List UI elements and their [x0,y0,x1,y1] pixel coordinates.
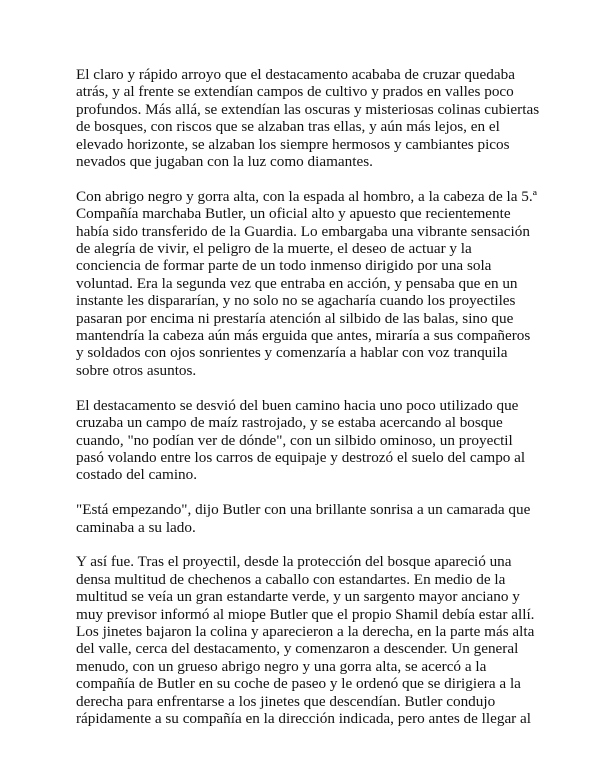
text-line: compañía de Butler en su coche de paseo y le ordenó que se dirigiera a la [76,675,521,693]
paragraph-1 [76,66,540,171]
text-line: había sido transferido de la Guardia. Lo embargaba una vibrante sensación [76,222,530,240]
text-line: del valle, cerca del destacamento, y comenzaron a descender. Un general [76,640,519,658]
text-line: sobre otros asuntos. [76,361,197,379]
text-line: cuando, "no podían ver de dónde", con un silbido ominoso, un proyectil [76,431,513,449]
paragraph-3 [76,397,536,484]
document-page [76,66,540,745]
text-line: Y así fue. Tras el proyectil, desde la protección del bosque apareció una [76,553,512,571]
text-line: cruzaba un campo de maíz rastrojado, y se estaba acercando al bosque [76,414,503,432]
text-line: rápidamente a su compañía en la dirección indicada, pero antes de llegar al [76,709,531,727]
text-line: menudo, con un grueso abrigo negro y una gorra alta, se acercó a la [76,657,487,675]
text-line: caminaba a su lado. [76,518,196,536]
text-line: pasaran por encima ni prestaría atención al silbido de las balas, sino que [76,309,514,327]
text-line: El claro y rápido arroyo que el destacamento acababa de cruzar quedaba [76,66,515,83]
text-line: Con abrigo negro y gorra alta, con la espada al hombro, a la cabeza de la 5.ª [76,187,537,205]
text-line: de alegría de vivir, el peligro de la muerte, el deseo de actuar y la [76,240,472,258]
text-line: profundos. Más allá, se extendían las oscuras y misteriosas colinas cubiertas [76,100,540,118]
paragraph-2 [76,188,536,379]
text-line: elevado horizonte, se alzaban los siempre hermosos y cambiantes picos [76,135,510,153]
text-line: multitud se veía un gran estandarte verde, y un sargento mayor anciano y [76,588,520,606]
text-line: densa multitud de chechenos a caballo con estandartes. En medio de la [76,570,506,588]
paragraph-5 [76,553,536,727]
text-line: "Está empezando", dijo Butler con una brillante sonrisa a un camarada que [76,501,531,519]
text-line: Compañía marchaba Butler, un oficial alto y apuesto que recientemente [76,205,511,223]
text-line: conciencia de formar parte de un todo inmenso dirigido por una sola [76,257,492,275]
text-line: voluntad. Era la segunda vez que entraba en acción, y pensaba que en un [76,274,518,292]
paragraph-4 [76,501,536,536]
text-line: El destacamento se desvió del buen camino hacia uno poco utilizado que [76,396,519,414]
text-line: de bosques, con riscos que se alzaban tras ellas, y aún más lejos, en el [76,118,500,136]
text-line: muy previsor informó al miope Butler que el propio Shamil debía estar allí. [76,605,535,623]
text-line: derecha para enfrentarse a los jinetes que descendían. Butler condujo [76,692,496,710]
text-line: nevados que jugaban con la luz como diamantes. [76,153,373,171]
text-line: atrás, y al frente se extendían campos de cultivo y prados en valles poco [76,83,514,101]
text-line: costado del camino. [76,466,198,484]
text-line: y soldados con ojos sonrientes y comenzaría a hablar con voz tranquila [76,344,508,362]
text-line: instante les dispararían, y no solo no se agacharía cuando los proyectiles [76,292,516,310]
text-line: pasó volando entre los carros de equipaje y destrozó el suelo del campo al [76,448,526,466]
text-line: mantendría la cabeza aún más erguida que antes, miraría a sus compañeros [76,327,531,345]
text-line: Los jinetes bajaron la colina y aparecieron a la derecha, en la parte más alta [76,622,535,640]
